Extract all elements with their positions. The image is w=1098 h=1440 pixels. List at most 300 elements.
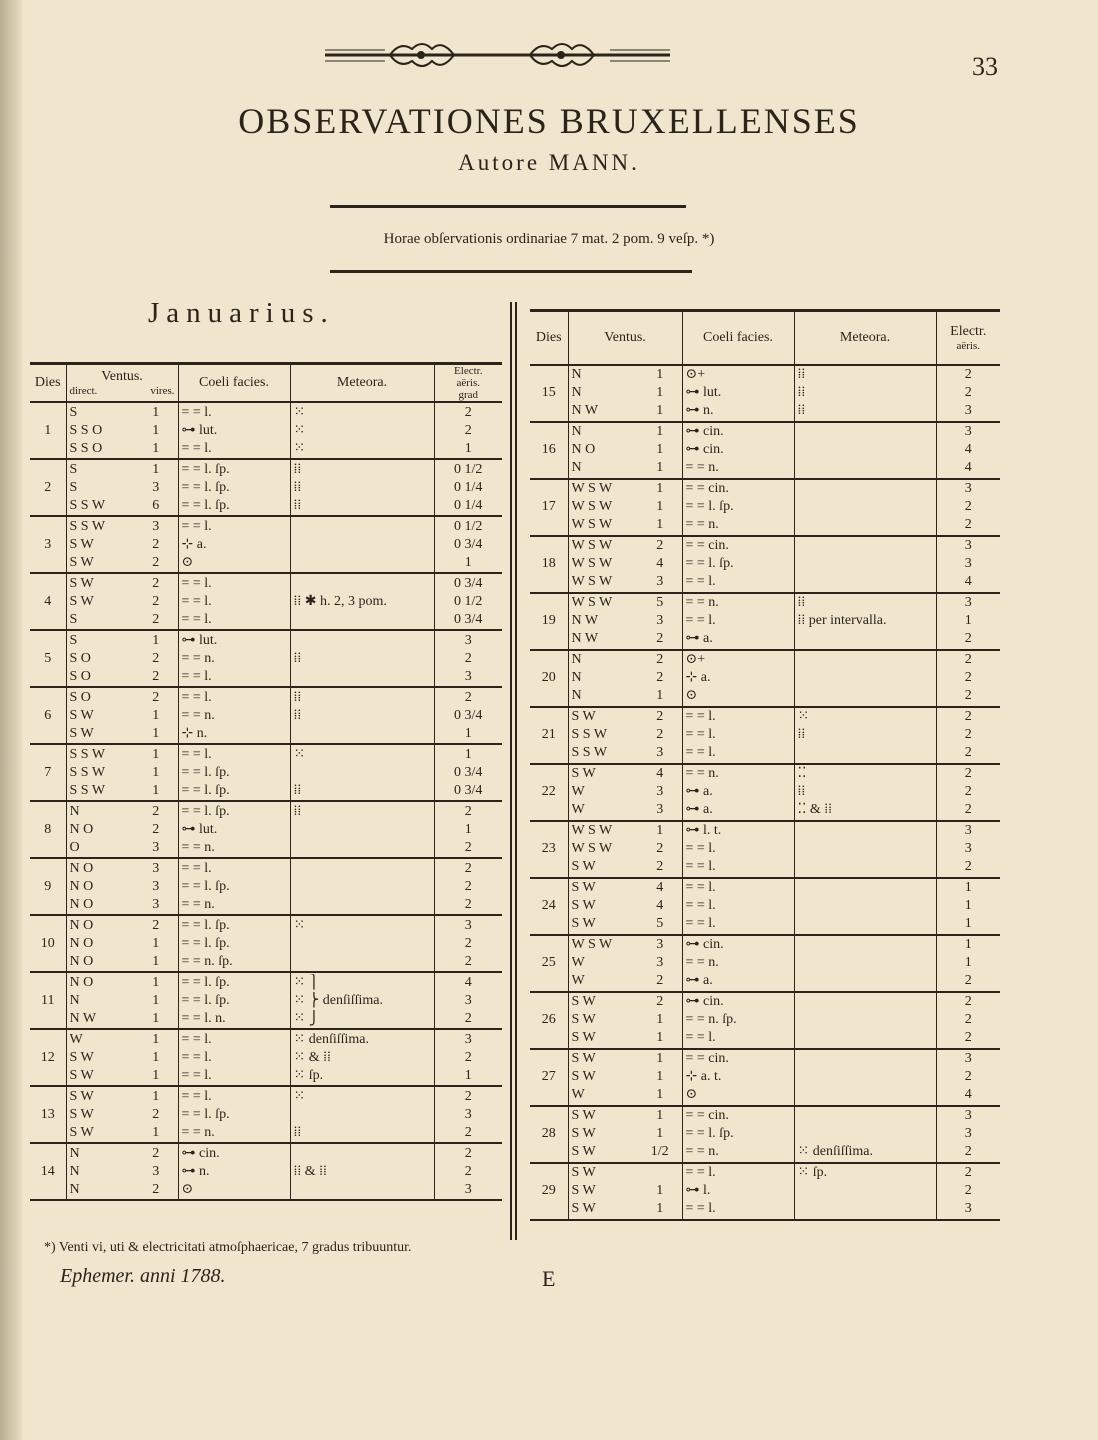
sky-condition: = = l. ſp. bbox=[181, 764, 230, 780]
day-row bbox=[530, 536, 1000, 593]
wind-force: 3 bbox=[152, 896, 160, 912]
sky-condition: = = cin. bbox=[685, 1051, 729, 1066]
meteora-note bbox=[294, 839, 431, 857]
meteora-note bbox=[798, 441, 933, 459]
wind-force-cell bbox=[638, 365, 682, 422]
wind-direction: S W bbox=[69, 593, 94, 609]
electricity-degree: 2 bbox=[964, 1012, 972, 1027]
month-heading: Januarius. bbox=[148, 297, 335, 329]
day-row bbox=[530, 479, 1000, 536]
electricity-degree: 0 1/4 bbox=[454, 497, 483, 513]
wind-direction: W S W bbox=[571, 517, 613, 532]
sky-condition: = = l. bbox=[181, 404, 212, 420]
wind-force: 5 bbox=[656, 916, 664, 931]
sky-condition: ⊶ l. bbox=[685, 1183, 711, 1198]
wind-force: 1 bbox=[656, 688, 664, 703]
wind-force: 2 bbox=[152, 1106, 160, 1122]
meteora-note-cell bbox=[794, 821, 936, 878]
sky-condition: = = l. ſp. bbox=[181, 878, 230, 894]
wind-force: 1 bbox=[152, 974, 160, 990]
sky-condition: = = n. ſp. bbox=[181, 953, 233, 969]
wind-force-cell bbox=[134, 858, 178, 915]
wind-force: 2 bbox=[656, 973, 664, 988]
wind-force-cell bbox=[638, 1163, 682, 1220]
wind-direction: S W bbox=[69, 1049, 94, 1065]
wind-force: 5 bbox=[656, 595, 664, 610]
wind-direction: S bbox=[69, 479, 78, 495]
wind-direction: S O bbox=[69, 668, 91, 684]
sky-condition: = = l. ſp. bbox=[181, 782, 230, 798]
wind-force: 1 bbox=[656, 424, 664, 439]
meteora-note-cell bbox=[290, 1029, 434, 1086]
sky-condition: ⊶ cin. bbox=[685, 994, 724, 1009]
wind-direction: N O bbox=[69, 860, 94, 876]
wind-force-cell bbox=[134, 1029, 178, 1086]
day-row bbox=[530, 1049, 1000, 1106]
day-row bbox=[530, 1106, 1000, 1163]
electricity-degree-cell bbox=[936, 536, 1000, 593]
electricity-degree: 2 bbox=[464, 878, 472, 894]
wind-direction-cell bbox=[568, 536, 638, 593]
meteora-note bbox=[798, 459, 933, 477]
meteora-note bbox=[798, 1011, 933, 1029]
day-number: 28 bbox=[530, 1106, 568, 1163]
electricity-degree-cell bbox=[434, 744, 502, 801]
meteora-note: ⁞⁞ bbox=[797, 727, 806, 742]
sky-condition-cell bbox=[178, 1143, 290, 1200]
wind-direction: W S W bbox=[571, 574, 613, 589]
day-number: 15 bbox=[530, 365, 568, 422]
electricity-degree: 2 bbox=[464, 935, 472, 951]
page-gutter-shadow bbox=[0, 0, 22, 1440]
meteora-note: ⁞⁞ per intervalla. bbox=[797, 613, 887, 628]
day-number: 2 bbox=[30, 459, 66, 516]
meteora-note: ⁞⁞ & ⁞⁞ bbox=[293, 1163, 327, 1179]
electricity-degree: 2 bbox=[964, 499, 972, 514]
wind-force: 1 bbox=[152, 935, 160, 951]
electricity-degree: 2 bbox=[464, 860, 472, 876]
wind-force-cell bbox=[134, 573, 178, 630]
meteora-note bbox=[798, 993, 933, 1011]
day-row bbox=[30, 801, 502, 858]
wind-direction: W bbox=[571, 973, 585, 988]
sky-condition-cell bbox=[178, 1029, 290, 1086]
meteora-note: ⁙ ſp. bbox=[293, 1067, 324, 1083]
wind-direction: W bbox=[571, 802, 585, 817]
meteora-note bbox=[294, 554, 431, 572]
electricity-degree: 2 bbox=[964, 367, 972, 382]
meteora-note: ⁞⁞ bbox=[293, 497, 302, 513]
electricity-degree-cell bbox=[434, 1086, 502, 1143]
wind-direction-cell bbox=[568, 764, 638, 821]
sky-condition: = = l. bbox=[181, 1049, 212, 1065]
wind-force: 3 bbox=[152, 878, 160, 894]
sky-condition: = = cin. bbox=[685, 538, 729, 553]
day-row bbox=[530, 935, 1000, 992]
sky-condition: ⊶ a. bbox=[685, 631, 713, 646]
wind-force: 1 bbox=[152, 632, 160, 648]
electricity-degree: 2 bbox=[964, 385, 972, 400]
wind-force-cell bbox=[638, 821, 682, 878]
wind-direction: N bbox=[571, 460, 582, 475]
electricity-degree: 3 bbox=[964, 403, 972, 418]
wind-force: 1 bbox=[152, 404, 160, 420]
sky-condition-cell bbox=[178, 630, 290, 687]
sky-condition: ⊙ bbox=[181, 1181, 194, 1197]
header-dies: Dies bbox=[30, 364, 66, 403]
electricity-degree: 2 bbox=[464, 422, 472, 438]
meteora-note: ⁙ denſiſſima. bbox=[293, 1031, 369, 1047]
wind-force-cell bbox=[134, 1086, 178, 1143]
day-row bbox=[530, 992, 1000, 1049]
meteora-note: ⁙ bbox=[293, 1088, 306, 1104]
sky-condition-cell bbox=[178, 858, 290, 915]
electricity-degree: 1 bbox=[464, 821, 472, 837]
wind-force: 1 bbox=[656, 1051, 664, 1066]
wind-force: 1 bbox=[656, 823, 664, 838]
sky-condition: = = n. bbox=[181, 839, 215, 855]
meteora-note-cell bbox=[290, 402, 434, 459]
sky-condition: = = n. bbox=[685, 460, 719, 475]
wind-force: 1 bbox=[656, 1087, 664, 1102]
header-ventus bbox=[66, 364, 178, 403]
sky-condition-cell bbox=[178, 402, 290, 459]
wind-direction-cell bbox=[568, 479, 638, 536]
wind-force: 1 bbox=[656, 1183, 664, 1198]
day-number: 1 bbox=[30, 402, 66, 459]
wind-direction-cell bbox=[568, 1163, 638, 1220]
wind-direction: N O bbox=[571, 442, 596, 457]
meteora-note-cell bbox=[794, 593, 936, 650]
wind-direction: S bbox=[69, 404, 78, 420]
meteora-note bbox=[798, 573, 933, 591]
wind-direction: S S W bbox=[69, 518, 106, 534]
wind-direction: S W bbox=[571, 916, 596, 931]
header-coeli: Coeli facies. bbox=[682, 311, 794, 365]
day-number: 16 bbox=[530, 422, 568, 479]
sky-condition-cell bbox=[682, 365, 794, 422]
electricity-degree-cell bbox=[434, 1143, 502, 1200]
electricity-degree: 0 3/4 bbox=[454, 611, 483, 627]
electricity-degree: 3 bbox=[464, 917, 472, 933]
electricity-degree: 2 bbox=[464, 896, 472, 912]
meteora-note bbox=[798, 537, 933, 555]
electricity-degree-cell bbox=[936, 650, 1000, 707]
wind-force: 3 bbox=[152, 839, 160, 855]
wind-direction: S W bbox=[571, 1144, 596, 1159]
wind-direction-cell bbox=[66, 1143, 134, 1200]
sky-condition: = = l. bbox=[685, 1165, 716, 1180]
wind-direction: S S W bbox=[571, 745, 608, 760]
day-row bbox=[30, 630, 502, 687]
electricity-degree: 2 bbox=[464, 953, 472, 969]
wind-direction: N O bbox=[69, 821, 94, 837]
wind-force: 3 bbox=[152, 479, 160, 495]
sky-condition: = = cin. bbox=[685, 481, 729, 496]
wind-force-cell bbox=[638, 992, 682, 1049]
meteora-note-cell bbox=[794, 536, 936, 593]
electricity-degree: 2 bbox=[964, 973, 972, 988]
divider-rule-bottom bbox=[330, 270, 692, 273]
day-row bbox=[530, 707, 1000, 764]
meteora-note bbox=[294, 536, 431, 554]
wind-force: 4 bbox=[656, 556, 664, 571]
electricity-degree: 2 bbox=[964, 784, 972, 799]
sky-condition: ⊙+ bbox=[685, 367, 706, 382]
sky-condition: = = n. bbox=[685, 766, 719, 781]
wind-direction: S W bbox=[69, 1088, 94, 1104]
header-vires: vires. bbox=[150, 385, 175, 397]
day-row bbox=[530, 764, 1000, 821]
wind-direction: W bbox=[571, 1087, 585, 1102]
day-row bbox=[30, 1086, 502, 1143]
wind-direction: S W bbox=[571, 1069, 596, 1084]
wind-force: 1 bbox=[656, 1201, 664, 1216]
meteora-note: ⁞⁞ bbox=[293, 707, 302, 723]
wind-force: 1 bbox=[656, 1012, 664, 1027]
wind-force-cell bbox=[134, 1143, 178, 1200]
wind-force: 2 bbox=[152, 821, 160, 837]
wind-force: 4 bbox=[656, 766, 664, 781]
electricity-degree: 1 bbox=[964, 916, 972, 931]
wind-force: 2 bbox=[656, 538, 664, 553]
day-row bbox=[530, 365, 1000, 422]
sky-condition: = = cin. bbox=[685, 1108, 729, 1123]
sky-condition: = = l. bbox=[181, 1088, 212, 1104]
meteora-note: ⁞⁞ bbox=[293, 1124, 302, 1140]
meteora-note: ⁙ bbox=[293, 440, 306, 456]
electricity-degree: 3 bbox=[964, 556, 972, 571]
wind-direction: S S W bbox=[69, 782, 106, 798]
electricity-degree: 3 bbox=[964, 823, 972, 838]
meteora-note-cell bbox=[794, 992, 936, 1049]
wind-direction: W S W bbox=[571, 823, 613, 838]
day-number: 25 bbox=[530, 935, 568, 992]
wind-direction-cell bbox=[568, 1049, 638, 1106]
sky-condition-cell bbox=[178, 915, 290, 972]
wind-direction: N W bbox=[571, 631, 599, 646]
wind-force: 2 bbox=[152, 1145, 160, 1161]
sky-condition: ⊙ bbox=[685, 688, 698, 703]
wind-force: 1 bbox=[152, 782, 160, 798]
wind-direction-cell bbox=[66, 744, 134, 801]
day-number: 9 bbox=[30, 858, 66, 915]
wind-direction: S O bbox=[69, 650, 91, 666]
electricity-degree-cell bbox=[434, 459, 502, 516]
electricity-degree-cell bbox=[434, 972, 502, 1029]
wind-direction-cell bbox=[568, 593, 638, 650]
wind-force: 3 bbox=[656, 784, 664, 799]
electricity-degree: 2 bbox=[964, 745, 972, 760]
meteora-note bbox=[798, 423, 933, 441]
wind-force: 1 bbox=[152, 461, 160, 477]
sky-condition: ⊹ a. bbox=[181, 536, 207, 552]
meteora-note-cell bbox=[794, 935, 936, 992]
wind-direction-cell bbox=[66, 459, 134, 516]
electricity-degree: 2 bbox=[464, 1088, 472, 1104]
wind-direction: S W bbox=[69, 1106, 94, 1122]
meteora-note-cell bbox=[794, 707, 936, 764]
wind-direction: N bbox=[571, 424, 582, 439]
wind-force-cell bbox=[134, 687, 178, 744]
wind-force: 1 bbox=[152, 1049, 160, 1065]
sky-condition: = = l. bbox=[181, 668, 212, 684]
wind-force: 2 bbox=[656, 652, 664, 667]
meteora-note bbox=[798, 954, 933, 972]
wind-force: 1 bbox=[152, 440, 160, 456]
wind-direction: S W bbox=[571, 1201, 596, 1216]
electricity-degree: 1 bbox=[964, 880, 972, 895]
header-electr bbox=[434, 364, 502, 403]
meteora-note-cell bbox=[794, 365, 936, 422]
electricity-degree: 2 bbox=[464, 1010, 472, 1026]
sky-condition: = = l. ſp. bbox=[181, 974, 230, 990]
wind-direction: S W bbox=[571, 994, 596, 1009]
sky-condition: ⊶ n. bbox=[685, 403, 714, 418]
wind-force-cell bbox=[638, 650, 682, 707]
meteora-note: ⁙ bbox=[293, 917, 306, 933]
page-number: 33 bbox=[972, 52, 998, 81]
electricity-degree: 2 bbox=[964, 994, 972, 1009]
wind-direction-cell bbox=[66, 573, 134, 630]
electricity-degree-cell bbox=[936, 593, 1000, 650]
wind-force: 2 bbox=[152, 593, 160, 609]
electricity-degree: 2 bbox=[464, 689, 472, 705]
meteora-note bbox=[798, 936, 933, 954]
wind-direction: N bbox=[69, 1163, 80, 1179]
meteora-note: ⁞⁞ bbox=[293, 803, 302, 819]
sky-condition: = = l. ſp. bbox=[181, 1106, 230, 1122]
wind-force: 2 bbox=[656, 670, 664, 685]
electricity-degree-cell bbox=[936, 1106, 1000, 1163]
meteora-note: ⁚⁚ bbox=[797, 766, 807, 781]
wind-direction: W S W bbox=[571, 481, 613, 496]
day-row bbox=[30, 915, 502, 972]
sky-condition-cell bbox=[682, 1163, 794, 1220]
meteora-note bbox=[798, 1200, 933, 1218]
electricity-degree: 2 bbox=[464, 650, 472, 666]
meteora-note-cell bbox=[290, 516, 434, 573]
wind-force-cell bbox=[638, 536, 682, 593]
wind-direction-cell bbox=[568, 707, 638, 764]
electricity-degree: 1 bbox=[964, 955, 972, 970]
electricity-degree: 1 bbox=[464, 440, 472, 456]
wind-direction-cell bbox=[568, 1106, 638, 1163]
wind-direction-cell bbox=[66, 1029, 134, 1086]
sky-condition: = = l. ſp. bbox=[181, 461, 230, 477]
meteora-note bbox=[798, 744, 933, 762]
wind-force: 6 bbox=[152, 497, 160, 513]
sky-condition: = = n. bbox=[181, 896, 215, 912]
electricity-degree: 2 bbox=[964, 1144, 972, 1159]
header-electr-label: Electr. bbox=[454, 365, 483, 377]
wind-force-cell bbox=[638, 935, 682, 992]
meteora-note bbox=[798, 630, 933, 648]
sky-condition: = = l. ſp. bbox=[181, 992, 230, 1008]
wind-direction-cell bbox=[568, 422, 638, 479]
sky-condition: = = l. bbox=[685, 1030, 716, 1045]
page-title: OBSERVATIONES BRUXELLENSES bbox=[238, 101, 860, 141]
wind-direction-cell bbox=[66, 1086, 134, 1143]
electricity-degree-cell bbox=[936, 878, 1000, 935]
electricity-degree: 2 bbox=[964, 517, 972, 532]
electricity-degree: 0 1/2 bbox=[454, 518, 483, 534]
wind-direction: S W bbox=[571, 1165, 596, 1180]
electricity-degree: 1 bbox=[464, 746, 472, 762]
wind-direction-cell bbox=[66, 630, 134, 687]
day-number: 17 bbox=[530, 479, 568, 536]
wind-direction: N O bbox=[69, 953, 94, 969]
wind-direction: N W bbox=[571, 613, 599, 628]
header-dies: Dies bbox=[530, 311, 568, 365]
sky-condition: ⊹ n. bbox=[181, 725, 208, 741]
sky-condition: ⊹ a. bbox=[685, 670, 711, 685]
meteora-note bbox=[798, 1182, 933, 1200]
electricity-degree: 3 bbox=[464, 632, 472, 648]
meteora-note: ⁞⁞ ✱ h. 2, 3 pom. bbox=[293, 593, 387, 609]
meteora-note: ⁞⁞ bbox=[293, 461, 302, 477]
wind-force: 1 bbox=[152, 1031, 160, 1047]
sky-condition-cell bbox=[178, 459, 290, 516]
electricity-degree: 2 bbox=[464, 1145, 472, 1161]
wind-force-cell bbox=[638, 764, 682, 821]
sky-condition: = = n. bbox=[181, 1124, 215, 1140]
electricity-degree: 2 bbox=[964, 1030, 972, 1045]
sky-condition-cell bbox=[682, 878, 794, 935]
wind-force: 1 bbox=[152, 953, 160, 969]
electricity-degree: 2 bbox=[964, 631, 972, 646]
meteora-note: ⁙ & ⁞⁞ bbox=[293, 1049, 331, 1065]
day-row bbox=[30, 972, 502, 1029]
wind-force: 3 bbox=[656, 574, 664, 589]
electricity-degree: 0 1/4 bbox=[454, 479, 483, 495]
sky-condition: = = l. bbox=[181, 689, 212, 705]
wind-force-cell bbox=[134, 459, 178, 516]
electricity-degree-cell bbox=[936, 707, 1000, 764]
meteora-note bbox=[294, 575, 431, 593]
sky-condition: = = n. bbox=[181, 707, 215, 723]
sky-condition: ⊶ cin. bbox=[181, 1145, 220, 1161]
wind-force: 1 bbox=[152, 1124, 160, 1140]
wind-direction-cell bbox=[568, 365, 638, 422]
electricity-degree: 2 bbox=[964, 859, 972, 874]
wind-direction: S W bbox=[571, 898, 596, 913]
sky-condition-cell bbox=[682, 821, 794, 878]
electricity-degree: 0 3/4 bbox=[454, 782, 483, 798]
sky-condition: ⊶ l. t. bbox=[685, 823, 722, 838]
wind-force: 3 bbox=[656, 613, 664, 628]
electricity-degree: 3 bbox=[964, 1051, 972, 1066]
header-meteora: Meteora. bbox=[290, 364, 434, 403]
wind-force: 3 bbox=[656, 745, 664, 760]
sky-condition: ⊶ a. bbox=[685, 802, 713, 817]
sky-condition: = = l. bbox=[181, 1067, 212, 1083]
wind-direction-cell bbox=[568, 821, 638, 878]
electricity-degree: 3 bbox=[964, 1201, 972, 1216]
sky-condition: = = l. ſp. bbox=[181, 917, 230, 933]
electricity-degree: 1 bbox=[464, 1067, 472, 1083]
electricity-degree: 3 bbox=[964, 841, 972, 856]
meteora-note: ⁞⁞ bbox=[293, 479, 302, 495]
meteora-note-cell bbox=[290, 630, 434, 687]
signature-mark: E bbox=[542, 1266, 556, 1291]
wind-force: 3 bbox=[152, 1163, 160, 1179]
electricity-degree: 2 bbox=[964, 727, 972, 742]
electricity-degree: 0 1/2 bbox=[454, 593, 483, 609]
meteora-note: ⁙ ⎫ bbox=[293, 974, 320, 990]
electricity-degree-cell bbox=[936, 1163, 1000, 1220]
electricity-degree: 2 bbox=[464, 1124, 472, 1140]
